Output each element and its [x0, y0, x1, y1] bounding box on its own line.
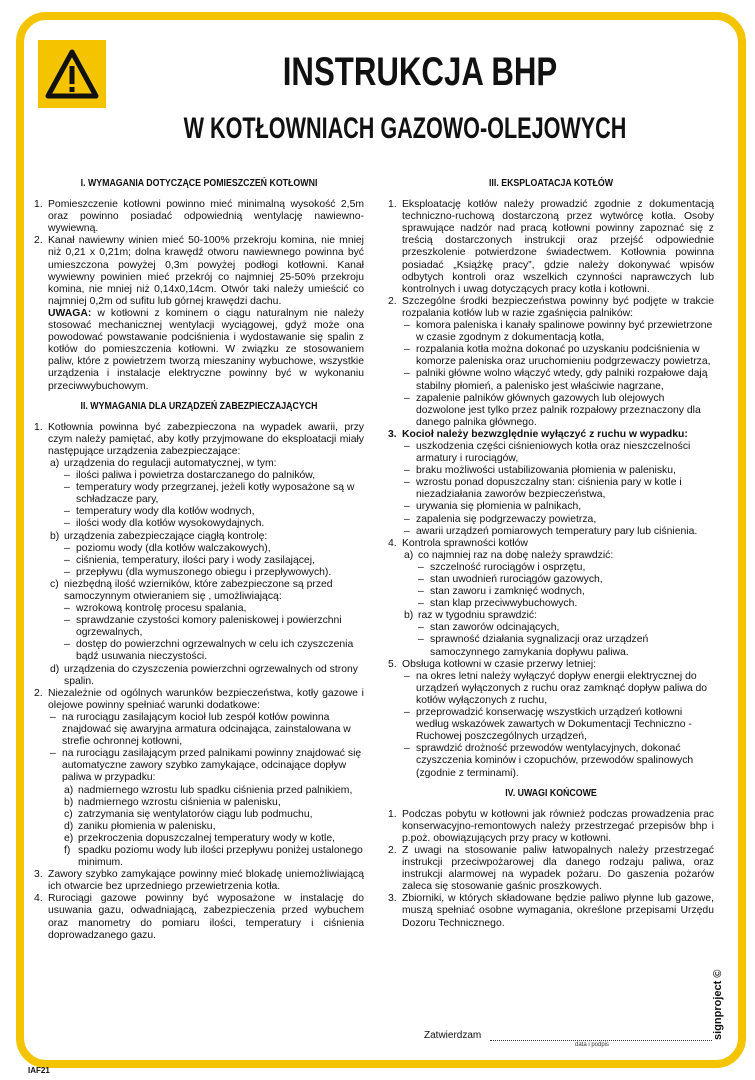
list-item: – stan zaworów odcinających, [418, 622, 560, 634]
list-item: 5. Obsługa kotłowni w czasie przerwy letniej: [388, 658, 597, 670]
list-item: a) urządzenia do regulacji automatycznej, w tym: [50, 457, 277, 469]
list-item: – stan klap przeciwwybuchowych. [418, 598, 578, 610]
section-heading: III. EKSPLOATACJA KOTŁÓW [488, 178, 614, 189]
list-item: 4. Rurociągi gazowe powinny być wyposażone w instalację do usuwania gazu, odwadniającą, zabezpieczenia przed wybuchem oraz manometry do pomiaru ilości, temperatury i ciśnienia doprowadzanego gazu. [34, 893, 364, 941]
list-item: a) nadmiernego wzrostu lub spadku ciśnienia przed palnikiem, [64, 784, 353, 796]
list-item: – szczelność rurociągów i osprzętu, [418, 561, 586, 573]
list-item: – stan uwodnień rurociągów gazowych, [418, 574, 603, 585]
list-item: – na rurociągu zasilającym kocioł lub zespół kotłów powinna znajdować się awaryjna armatura odcinająca, zainstalowana w strefie ochronnej kotłowni, [50, 711, 351, 748]
page-subtitle: W KOTŁOWNIACH GAZOWO-OLEJOWYCH [183, 112, 627, 145]
list-item: – stan zaworu i zamknięć wodnych, [418, 586, 585, 598]
brand-label: signproject © [712, 969, 724, 1040]
list-item: – temperatury wody dla kotłów wodnych, [64, 506, 255, 518]
list-item: – sprawność działania sygnalizacji oraz urządzeń samoczynnego zamykania dopływu paliwa. [418, 634, 649, 658]
list-item: 2. Niezależnie od ogólnych warunków bezpieczeństwa, kotły gazowe i olejowe powinny spełniać warunki dodatkowe: [34, 687, 364, 711]
list-item: 3. Zbiorniki, w których składowane będzie paliwo płynne lub gazowe, muszą spełniać osobne wymagania, określone przepisami Urzędu Dozoru Technicznego. [388, 893, 714, 929]
list-item: b) raz w tygodniu sprawdzić: [404, 610, 537, 622]
list-item: – rozpalania kotła można dokonać po uzyskaniu podciśnienia w komorze paleniska oraz uruchomieniu podgrzewaczy powietrza, [404, 344, 711, 368]
approval-label: Zatwierdzam [424, 1030, 482, 1041]
list-item: 1. Podczas pobytu w kotłowni jak również podczas prowadzenia prac konserwacyjno-remontowych należy przestrzegać przepisów bhp i p.poż. obowiązujących przy pracy w kotłowni. [388, 808, 714, 844]
list-item: – przepływu (dla wymuszonego obiegu i przepływowych). [64, 566, 332, 578]
list-item: – zapalenie palników głównych gazowych lub olejowych dozwolone jest tylko przez palnik rozpałowy przeznaczony dla danego palnika głównego. [404, 392, 701, 428]
list-item: – zapalenia się podgrzewaczy powietrza, [404, 513, 597, 525]
list-item: 1. Kotłownia powinna być zabezpieczona na wypadek awarii, przy czym należy pamiętać, aby kotły przyjmowane do eksploatacji miały następujące urządzenia zabezpieczające: [34, 421, 364, 457]
signature-line [490, 1040, 712, 1041]
section-heading: II. WYMAGANIA DLA URZĄDZEŃ ZABEZPIECZAJĄCYCH [80, 400, 318, 412]
list-item: – uszkodzenia części ciśnieniowych kotła oraz nieszczelności armatury i rurociągów, [404, 440, 691, 465]
product-code: IAF21 [28, 1066, 50, 1075]
list-item: 1. Eksploatację kotłów należy prowadzić zgodnie z dokumentacją techniczno-ruchową dostarczoną przez wytwórcę kotła. Osoby sprawujące nadzór nad pracą kotłowni powinny zapoznać się z treścią dostarczonych instrukcji oraz przejść odpowiednie przeszkolenie potwierdzone świadectwem. Kotłownia powinna posiadać „Książkę pracy”, gdzie należy dokonywać wpisów odbytych kontroli oraz wszelkich czynności naprawczych lub kontrolnych i uwag dotyczących pracy kotła i kotłowni. [388, 199, 714, 295]
list-item: – urywania się płomienia w palnikach, [404, 501, 582, 513]
list-item: – na rurociągu zasilającym przed palnikami powinny znajdować się automatyczne zawory szybko zamykające, odcinające dopływ paliwa w przypadku: [50, 748, 362, 784]
list-item: – palniki główne wolno włączyć wtedy, gdy palniki rozpałowe dają stabilny płomień, a palenisko jest właściwie nagrzane, [404, 368, 708, 392]
list-item: – dostęp do powierzchni ogrzewalnych w celu ich czyszczenia bądź usuwania nieczystości. [64, 639, 354, 663]
list-item: f) spadku poziomu wody lub ilości przepływu poniżej ustalonego minimum. [64, 844, 363, 869]
signature-note: data i podpis [575, 1042, 610, 1048]
list-item: 3. Kocioł należy bezwzględnie wyłączyć z ruchu w wypadku: [388, 428, 688, 440]
list-item: 3. Zawory szybko zamykające powinny mieć blokadę uniemożliwiającą ich otwarcie bez uprzedniego przewietrzenia kotła. [34, 869, 364, 893]
list-item: – komora paleniska i kanały spalinowe powinny być przewietrzone w czasie zgodnym z dokumentacją kotła, [404, 320, 713, 344]
list-item: – na okres letni należy wyłączyć dopływ energii elektrycznej do urządzeń wyłączonych z ruchu oraz zamknąć dopływ paliwa do kotłów wyłączonych z ruchu, [404, 670, 708, 706]
list-item: 1. Pomieszczenie kotłowni powinno mieć minimalną wysokość 2,5m oraz powinno posiadać odpowiednią wentylację nawiewno-wywiewną. [34, 199, 364, 235]
list-item: c) niezbędną ilość wzierników, które zabezpieczone są przed samoczynnym otwieraniem się , umożliwiającą: [50, 578, 333, 602]
list-item: – ilości wody dla kotłów wysokowydajnych. [64, 518, 265, 530]
list-item: d) urządzenia do czyszczenia powierzchni ogrzewalnych od strony spalin. [50, 663, 358, 687]
warning-triangle-icon [38, 40, 106, 108]
list-item: e) przekroczenia dopuszczalnej temperatury wody w kotle, [64, 832, 336, 844]
list-item: – braku możliwości ustabilizowania płomienia w palenisku, [404, 465, 676, 477]
list-item: – wzrostu ponad dopuszczalny stan: ciśnienia pary w kotle i niezadziałania zaworów bezpieczeństwa, [404, 477, 682, 501]
list-item: – przeprowadzić konserwację wszystkich urządzeń kotłowni według wskazówek zawartych w Dokumentacji Techniczno - Ruchowej poszczególnych urządzeń, [404, 707, 692, 743]
list-item: – poziomu wody (dla kotłów walczakowych), [64, 542, 271, 554]
list-item: – temperatury wody przegrzanej, jeżeli kotły wyposażone są w schładzacze pary, [64, 482, 355, 506]
list-item: – sprawdzanie czystości komory paleniskowej i powierzchni ogrzewalnych, [64, 615, 342, 639]
section-heading: I. WYMAGANIA DOTYCZĄCE POMIESZCZEŃ KOTŁOWNI [80, 178, 318, 189]
list-item: – wzrokową kontrolę procesu spalania, [64, 603, 247, 615]
right-column [388, 178, 714, 930]
list-item: b) urządzenia zabezpieczające ciągłą kontrolę: [50, 530, 268, 542]
list-item: b) nadmiernego wzrostu ciśnienia w palenisku, [64, 796, 281, 808]
list-item: 4. Kontrola sprawności kotłów [388, 537, 528, 549]
list-item: – sprawdzić drożność przewodów wentylacyjnych, dokonać czyszczenia kominów i czopuchów, przewodów spalinowych (zgodnie z terminami). [404, 743, 694, 779]
list-item: a) co najmniej raz na dobę należy sprawdzić: [404, 549, 614, 561]
page-title: INSTRUKCJA BHP [282, 50, 558, 94]
list-item: UWAGA: w kotłowni z kominem o ciągu naturalnym nie należy stosować mechanicznej wentylacji wyciągowej, gdyż może ona powodować powstawanie podciśnienia i wydostawanie się spalin z kotłów do pomieszczenia kotłowni. W związku ze stosowaniem paliw, które z powietrzem tworzą mieszaniny wybuchowe, wszystkie urządzenia i instalacje elektryczne powinny być w wykonaniu przeciwwybuchowym. [48, 307, 364, 392]
section-heading: IV. UWAGI KOŃCOWE [505, 787, 597, 799]
list-item: – ilości paliwa i powietrza dostarczanego do palników, [64, 470, 316, 482]
list-item: 2. Kanał nawiewny winien mieć 50-100% przekroju komina, nie mniej niż 0,21 x 0,21m; dolna krawędź otworu nawiewnego powinna być umieszczona powyżej 0,3m powyżej podłogi kotłowni. Kanał wywiewny powinien mieć przekrój co najmniej 25-50% przekroju komina, nie mniej niż 0,14x0,14cm. Otwór taki należy umieścić co najmniej 0,2m od sufitu lub górnej krawędzi dachu. [34, 235, 364, 307]
list-item: c) zatrzymania się wentylatorów ciągu lub podmuchu, [64, 808, 313, 820]
list-item: – ciśnienia, temperatury, ilości pary i wody zasilającej, [64, 554, 315, 566]
list-item: 2. Szczególne środki bezpieczeństwa powinny być podjęte w trakcie rozpalania kotłów lub w razie zgaśnięcia palników: [388, 295, 714, 319]
list-item: – awarii urządzeń pomiarowych temperatury pary lub ciśnienia. [404, 525, 698, 537]
left-column [34, 178, 364, 942]
list-item: d) zaniku płomienia w palenisku, [64, 820, 216, 832]
list-item: 2. Z uwagi na stosowanie paliw łatwopalnych należy przestrzegać instrukcji przeciwpożarowej dla danego rodzaju paliwa, oraz instrukcji alarmowej na wypadek pożaru. Do gaszenia pożarów zaleca się stosowanie gaśnic proszkowych. [388, 844, 714, 893]
